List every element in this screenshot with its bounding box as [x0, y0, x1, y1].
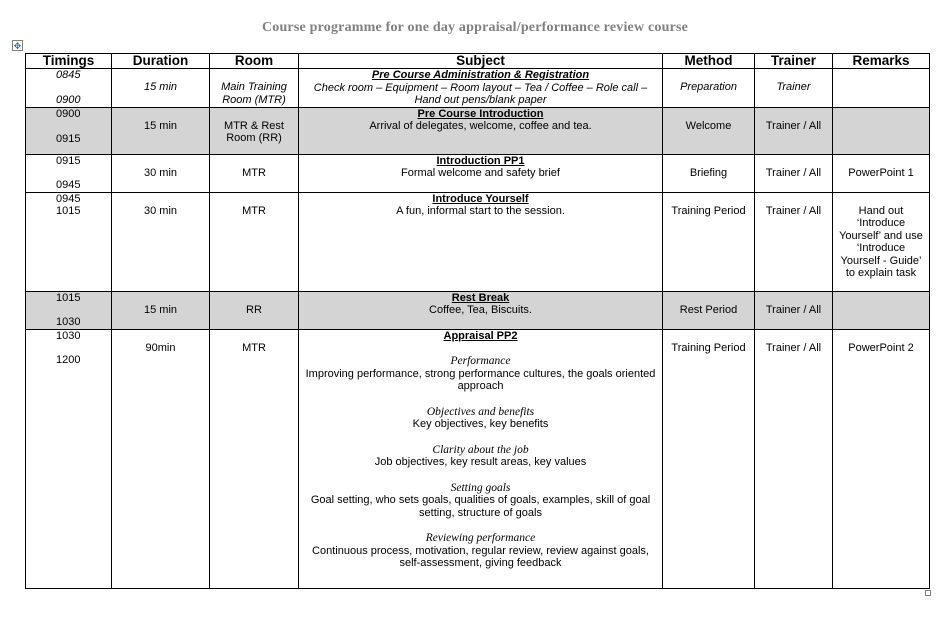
subject-cell: [299, 69, 663, 108]
subject-cell: [299, 192, 663, 291]
subject-title: Pre Course Introduction: [417, 107, 544, 120]
subject-text: Check room – Equipment – Room layout – Tea / Coffee – Role call – Hand out pens/blank paper: [313, 81, 648, 106]
header-duration: Duration: [112, 54, 210, 69]
duration-cell: 15 min: [112, 291, 210, 329]
method-cell: Preparation: [663, 69, 755, 108]
remarks-cell: [833, 291, 930, 329]
section-heading: Performance: [450, 355, 511, 367]
table-row: [26, 192, 930, 291]
end-time: 0915: [56, 133, 81, 145]
start-time: 0915: [56, 154, 81, 167]
header-subject: Subject: [299, 54, 663, 69]
table-move-handle-icon[interactable]: ✥: [13, 41, 22, 51]
method-cell: Training Period: [663, 192, 755, 291]
duration-cell: 15 min: [112, 69, 210, 108]
table-row: [26, 69, 930, 108]
trainer-cell: Trainer / All: [755, 192, 833, 291]
method-cell: Training Period: [663, 329, 755, 588]
subject-title: Pre Course Administration & Registration: [371, 69, 590, 81]
section-heading: Setting goals: [450, 481, 511, 494]
duration-cell: 30 min: [112, 192, 210, 291]
method-cell: Rest Period: [663, 291, 755, 329]
header-remarks: Remarks: [833, 54, 930, 69]
timing-cell: [26, 329, 112, 588]
trainer-cell: Trainer / All: [755, 291, 833, 329]
trainer-cell: Trainer: [755, 69, 833, 108]
end-time: 1030: [56, 316, 81, 328]
subject-text: Coffee, Tea, Biscuits.: [429, 304, 532, 316]
start-time: 1030: [56, 329, 81, 342]
duration-cell: 90min: [112, 329, 210, 588]
trainer-cell: Trainer / All: [755, 329, 833, 588]
document-title: Course programme for one day appraisal/performance review course: [261, 20, 689, 35]
method-cell: Briefing: [663, 154, 755, 192]
method-cell: Welcome: [663, 107, 755, 154]
subject-title: Introduction PP1: [436, 154, 525, 167]
subject-title: Introduce Yourself: [432, 192, 529, 205]
room-cell: MTR: [210, 329, 299, 588]
section-heading: Reviewing performance: [425, 532, 536, 544]
table-row: [26, 329, 930, 588]
start-time: 0945: [56, 192, 81, 205]
subject-cell: [299, 107, 663, 154]
timing-cell: [26, 69, 112, 108]
section-text: Job objectives, key result areas, key values: [374, 456, 587, 468]
remarks-cell: PowerPoint 2: [833, 329, 930, 588]
remarks-cell: PowerPoint 1: [833, 154, 930, 192]
room-cell: Main Training Room (MTR): [210, 69, 299, 108]
section-text: Continuous process, motivation, regular review, review against goals, self-assessment, giving feedback: [312, 544, 649, 569]
room-cell: MTR: [210, 192, 299, 291]
section-heading: Objectives and benefits: [426, 405, 535, 418]
timing-cell: [26, 154, 112, 192]
subject-title: Appraisal PP2: [443, 329, 518, 342]
room-cell: RR: [210, 291, 299, 329]
timing-cell: [26, 192, 112, 291]
section-text: Goal setting, who sets goals, qualities of goals, examples, skill of goal setting, structure of goals: [310, 494, 651, 519]
section-heading: Clarity about the job: [432, 443, 529, 456]
remarks-cell: [833, 69, 930, 108]
remarks-cell: Hand out ‘Introduce Yourself’ and use ‘Introduce Yourself - Guide’ to explain task: [833, 192, 930, 291]
subject-cell: [299, 329, 663, 588]
subject-text: A fun, informal start to the session.: [396, 205, 565, 217]
header-row: [26, 54, 930, 69]
section-text: Improving performance, strong performance cultures, the goals oriented approach: [305, 367, 656, 392]
header-room: Room: [210, 54, 299, 69]
table-row: [26, 154, 930, 192]
end-time: 1200: [56, 354, 81, 366]
start-time: 0900: [56, 107, 81, 120]
remarks-cell: [833, 107, 930, 154]
subject-text: Arrival of delegates, welcome, coffee and tea.: [369, 120, 592, 132]
trainer-cell: Trainer / All: [755, 107, 833, 154]
start-time: 1015: [56, 291, 81, 304]
table-resize-handle-icon[interactable]: [925, 590, 931, 596]
subject-cell: [299, 154, 663, 192]
header-method: Method: [663, 54, 755, 69]
course-programme-table: [25, 53, 930, 589]
header-trainer: Trainer: [755, 54, 833, 69]
room-cell: MTR: [210, 154, 299, 192]
subject-cell: [299, 291, 663, 329]
duration-cell: 15 min: [112, 107, 210, 154]
trainer-cell: Trainer / All: [755, 154, 833, 192]
duration-cell: 30 min: [112, 154, 210, 192]
header-timings: Timings: [26, 54, 112, 69]
section-text: Key objectives, key benefits: [412, 418, 549, 430]
timing-cell: [26, 291, 112, 329]
room-cell: MTR & Rest Room (RR): [210, 107, 299, 154]
timing-cell: [26, 107, 112, 154]
start-time: 0845: [56, 69, 81, 81]
subject-title: Rest Break: [451, 291, 510, 304]
end-time: 1015: [56, 205, 81, 217]
table-row: [26, 291, 930, 329]
end-time: 0945: [56, 179, 81, 191]
subject-text: Formal welcome and safety brief: [401, 167, 560, 179]
end-time: 0900: [56, 93, 81, 106]
table-row: [26, 107, 930, 154]
